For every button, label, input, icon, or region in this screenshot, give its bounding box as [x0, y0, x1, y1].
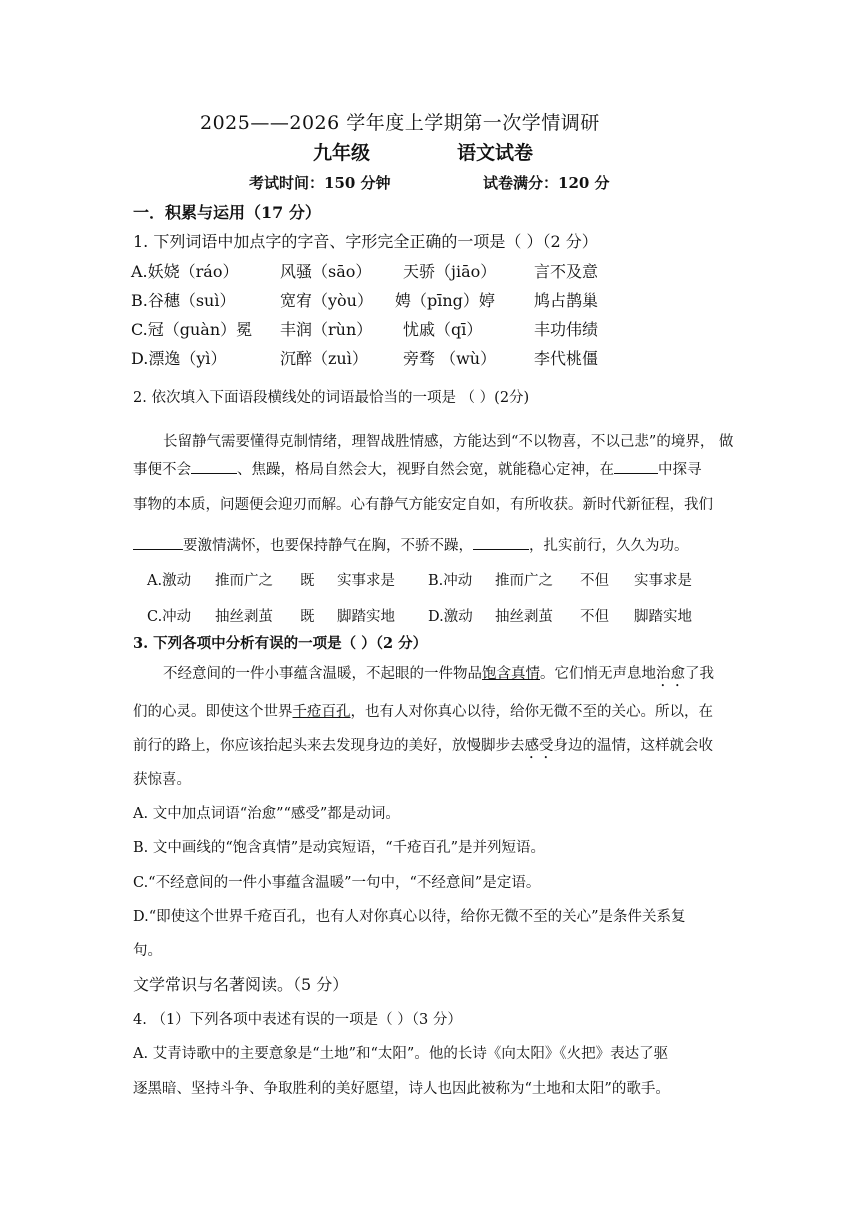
q3-passage-line-2 — [133, 702, 713, 722]
q2-opt-c-2: 抽丝剥茧 — [215, 609, 273, 625]
exam-time: 考试时间：150 分钟 — [249, 174, 391, 192]
q2-opt-b-3: 不但 — [580, 573, 609, 589]
q2-text: ，扎实前行，久久为功。 — [529, 538, 689, 554]
q1-a-3: 天骄（jiāo） — [403, 262, 497, 281]
q3-option-a: A. 文中加点词语“治愈”“感受”都是动词。 — [133, 806, 400, 822]
q3-passage-line-4: 获惊喜。 — [133, 772, 191, 788]
q2-blank-1[interactable] — [191, 459, 237, 474]
q2-stem: 2. 依次填入下面语段横线处的词语最恰当的一项是 （ ）(2分) — [133, 390, 530, 406]
q1-b-2: 宽宥（yòu） — [280, 291, 373, 310]
q2-opt-a-4: 实事求是 — [337, 573, 395, 589]
q2-text: 事便不会 — [133, 462, 191, 478]
q2-opt-d-3: 不但 — [580, 609, 609, 625]
q3-option-b: B. 文中画线的“饱含真情”是动宾短语，“千疮百孔”是并列短语。 — [133, 840, 546, 856]
q1-b-1: B.谷穗（suì） — [131, 291, 236, 310]
section-heading-2: 文学常识与名著阅读。（5 分） — [133, 975, 349, 994]
q2-opt-d-4: 脚踏实地 — [634, 609, 692, 625]
q2-opt-a-3: 既 — [300, 573, 315, 589]
q3-passage-line-1 — [163, 664, 714, 690]
q3-option-d-line-1: D.“即使这个世界千疮百孔，也有人对你真心以待，给你无微不至的关心”是条件关系复 — [133, 909, 686, 925]
q3-passage-line-3 — [133, 736, 713, 762]
q2-opt-c-3: 既 — [300, 609, 315, 625]
q1-a-2: 风骚（sāo） — [280, 262, 372, 281]
q2-opt-a-2: 推而广之 — [215, 573, 273, 589]
q1-b-3: 娉（pīng）婷 — [395, 291, 495, 310]
q1-b-4: 鸠占鹊巢 — [534, 291, 599, 310]
subject-label: 语文试卷 — [457, 142, 534, 164]
q1-d-3: 旁骛 （wù） — [403, 349, 497, 368]
q2-text: 中探寻 — [658, 462, 702, 478]
exam-title: 2025——2026 学年度上学期第一次学情调研 — [200, 112, 600, 134]
q2-opt-b-4: 实事求是 — [634, 573, 692, 589]
q4-stem: 4. （1）下列各项中表述有误的一项是（ ）（3 分） — [133, 1012, 462, 1028]
grade-label: 九年级 — [313, 142, 371, 164]
q2-blank-4[interactable] — [473, 535, 529, 550]
q3-text: 前行的路上，你应该抬起头来去发现身边的美好，放慢脚步去 — [133, 738, 525, 754]
q1-c-4: 丰功伟绩 — [534, 320, 599, 339]
q3-dotted-word: 治愈 — [656, 666, 685, 682]
q2-passage-line-4 — [133, 535, 689, 556]
q2-blank-2[interactable] — [614, 459, 658, 474]
q2-opt-b-1: B.冲动 — [428, 573, 473, 589]
q3-dotted-word: 感受 — [524, 738, 554, 754]
q2-text: 、焦躁，格局自然会大，视野自然会宽，就能稳心定神，在 — [237, 462, 614, 478]
q4-option-a-line-1: A. 艾青诗歌中的主要意象是“土地”和“太阳”。他的长诗《向太阳》《火把》表达了驱 — [133, 1046, 669, 1062]
q1-d-4: 李代桃僵 — [534, 349, 599, 368]
q2-passage-line-3: 事物的本质，问题便会迎刃而解。心有静气方能安定自如，有所收获。新时代新征程，我们 — [133, 497, 713, 513]
q1-stem: 1. 下列词语中加点字的字音、字形完全正确的一项是（ ）（2 分） — [133, 232, 598, 251]
q2-text: 要激情满怀，也要保持静气在胸，不骄不躁， — [183, 538, 473, 554]
q2-passage-line-1: 长留静气需要懂得克制情绪，理智战胜情感，方能达到“不以物喜，不以己悲”的境界， 做 — [163, 434, 734, 450]
q3-text: 不经意间的一件小事蕴含温暖，不起眼的一件物品 — [163, 666, 482, 682]
q2-opt-b-2: 推而广之 — [495, 573, 553, 589]
q3-text: 身边的温情，这样就会收 — [553, 738, 713, 754]
q3-text: ，也有人对你真心以待，给你无微不至的关心。所以，在 — [350, 704, 713, 720]
q2-opt-d-2: 抽丝剥茧 — [495, 609, 553, 625]
q3-text: 们的心灵。即使这个世界 — [133, 704, 293, 720]
q2-blank-3[interactable] — [133, 535, 183, 550]
q3-option-d-line-2: 句。 — [133, 943, 162, 959]
q1-a-4: 言不及意 — [534, 262, 599, 281]
q3-text: 了我 — [685, 666, 714, 682]
section-heading-1: 一．积累与运用（17 分） — [133, 203, 321, 222]
q3-text: 。它们悄无声息地 — [540, 666, 656, 682]
q3-stem: 3. 下列各项中分析有误的一项是（ ）（2 分） — [133, 635, 428, 652]
q1-d-2: 沉醉（zuì） — [280, 349, 368, 368]
q1-a-1: A.妖娆（ráo） — [131, 262, 239, 281]
exam-score: 试卷满分：120 分 — [483, 174, 610, 192]
q1-d-1: D.漂逸（yì） — [131, 349, 227, 368]
q3-option-c: C.“不经意间的一件小事蕴含温暖”一句中，“不经意间”是定语。 — [133, 875, 541, 891]
q2-opt-a-1: A.激动 — [147, 573, 192, 589]
q3-underlined-phrase: 千疮百孔 — [292, 704, 351, 720]
q4-option-a-line-2: 逐黑暗、坚持斗争、争取胜利的美好愿望，诗人也因此被称为“土地和太阳”的歌手。 — [133, 1081, 670, 1097]
q1-c-1: C.冠（guàn）冕 — [131, 320, 253, 339]
q2-opt-c-1: C.冲动 — [147, 609, 192, 625]
q2-passage-line-2 — [133, 459, 702, 480]
q2-opt-c-4: 脚踏实地 — [337, 609, 395, 625]
q2-opt-d-1: D.激动 — [428, 609, 473, 625]
q1-c-3: 忧戚（qī） — [403, 320, 483, 339]
q3-underlined-phrase: 饱含真情 — [482, 666, 540, 682]
q1-c-2: 丰润（rùn） — [280, 320, 373, 339]
